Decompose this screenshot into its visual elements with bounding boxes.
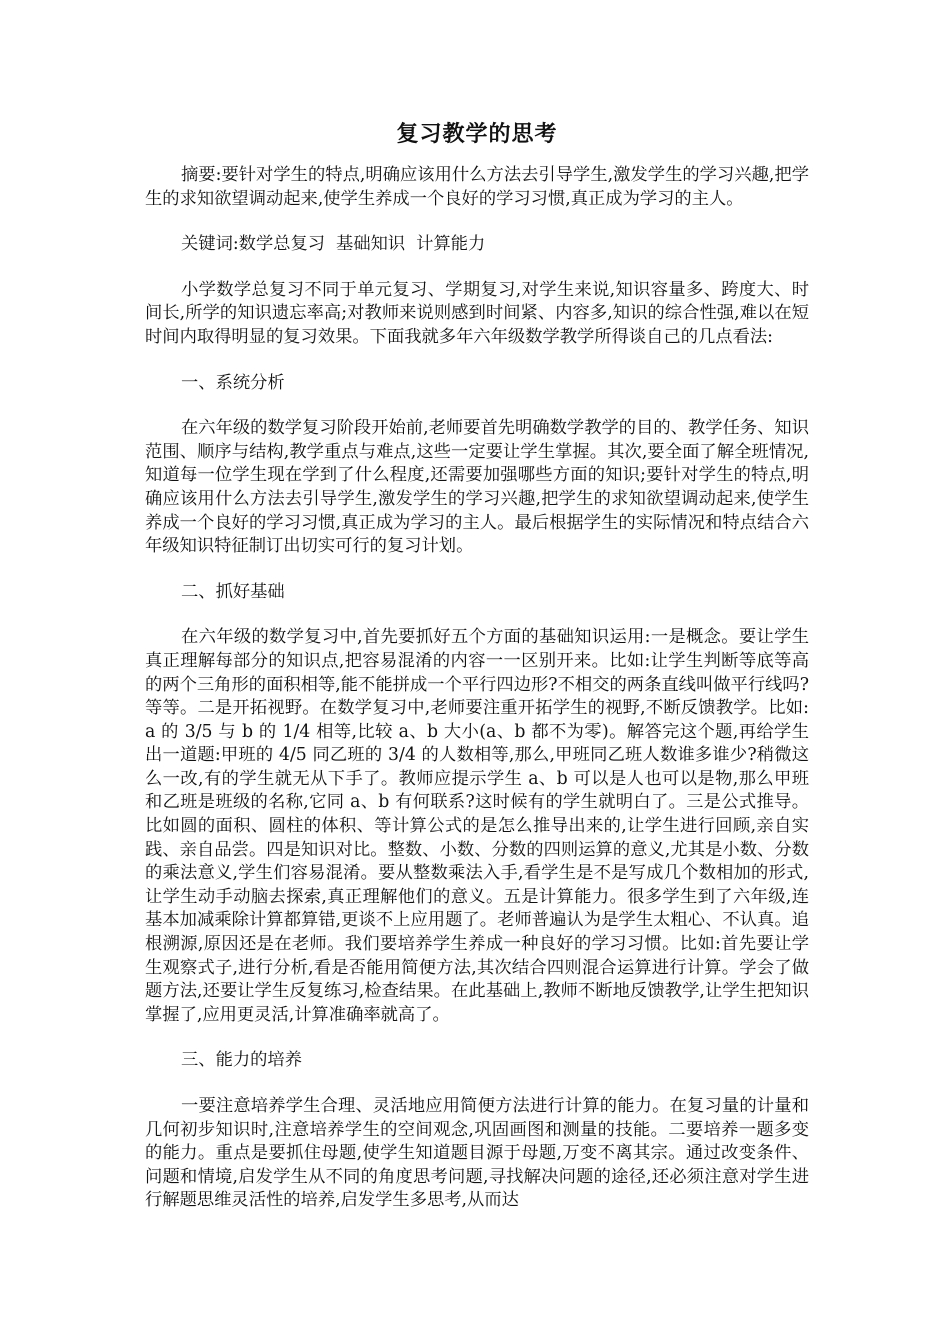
abstract-paragraph: 摘要:要针对学生的特点,明确应该用什么方法去引导学生,激发学生的学习兴趣,把学生的求知欲望调动起来,使学生养成一个良好的学习习惯,真正成为学习的主人。	[145, 165, 809, 209]
section-heading-system-analysis: 一、系统分析	[181, 372, 285, 393]
section-heading-basics: 二、抓好基础	[181, 581, 285, 602]
section-body-basics: 在六年级的数学复习中,首先要抓好五个方面的基础知识运用:一是概念。要让学生真正理解每部分的知识点,把容易混淆的内容一一区别开来。比如:让学生判断等底等高的两个三角形的面积相等,能不能拼成一个平行四边形?不相交的两条直线叫做平行线吗?等等。二是开拓视野。在数学复习中,老师要注重开拓学生的视野,不断反馈教学。比如:a 的 3/5 与 b 的 1/4 相等,比较 a、b 大小(a、b 都不为零)。解答完这个题,再给学生出一道题:甲班的 4/5 同乙班的 3/4 的人数相等,那么,甲班同乙班人数谁多谁少?稍微这么一改,有的学生就无从下手了。教师应提示学生 a、b 可以是人也可以是物,那么甲班和乙班是班级的名称,它同 a、b 有何联系?这时候有的学生就明白了。三是公式推导。比如圆的面积、圆柱的体积、等计算公式的是怎么推导出来的,让学生进行回顾,亲自实践、亲自品尝。四是知识对比。整数、小数、分数的四则运算的意义,尤其是小数、分数的乘法意义,学生们容易混淆。要从整数乘法入手,看学生是不是写成几个数相加的形式,让学生动手动脑去探索,真正理解他们的意义。五是计算能力。很多学生到了六年级,连基本加减乘除计算都算错,更谈不上应用题了。老师普遍认为是学生太粗心、不认真。追根溯源,原因还是在老师。我们要培养学生养成一种良好的学习习惯。比如:首先要让学生观察式子,进行分析,看是否能用简便方法,其次结合四则混合运算进行计算。学会了做题方法,还要让学生反复练习,检查结果。在此基础上,教师不断地反馈教学,让学生把知识掌握了,应用更灵活,计算准确率就高了。	[145, 627, 809, 1025]
intro-paragraph: 小学数学总复习不同于单元复习、学期复习,对学生来说,知识容量多、跨度大、时间长,所学的知识遗忘率高;对教师来说则感到时间紧、内容多,知识的综合性强,难以在短时间内取得明显的复习效果。下面我就多年六年级数学教学所得谈自己的几点看法:	[145, 279, 809, 347]
section-body-system-analysis: 在六年级的数学复习阶段开始前,老师要首先明确数学教学的目的、教学任务、知识范围、顺序与结构,教学重点与难点,这些一定要让学生掌握。其次,要全面了解全班情况,知道每一位学生现在学到了什么程度,还需要加强哪些方面的知识;要针对学生的特点,明确应该用什么方法去引导学生,激发学生的学习兴趣,把学生的求知欲望调动起来,使学生养成一个良好的学习习惯,真正成为学习的主人。最后根据学生的实际情况和特点结合六年级知识特征制订出切实可行的复习计划。	[145, 418, 809, 557]
document-body	[145, 118, 809, 1213]
document-title: 复习教学的思考	[396, 121, 558, 147]
section-body-ability: 一要注意培养学生合理、灵活地应用简便方法进行计算的能力。在复习量的计量和几何初步知识时,注意培养学生的空间观念,巩固画图和测量的技能。二要培养一题多变的能力。重点是要抓住母题,使学生知道题目源于母题,万变不离其宗。通过改变条件、问题和情境,启发学生从不同的角度思考问题,寻找解决问题的途径,还必须注意对学生进行解题思维灵活性的培养,启发学生多思考,从而达	[145, 1096, 809, 1211]
section-heading-ability: 三、能力的培养	[181, 1050, 302, 1071]
keywords-line: 关键词:数学总复习 基础知识 计算能力	[181, 234, 486, 255]
